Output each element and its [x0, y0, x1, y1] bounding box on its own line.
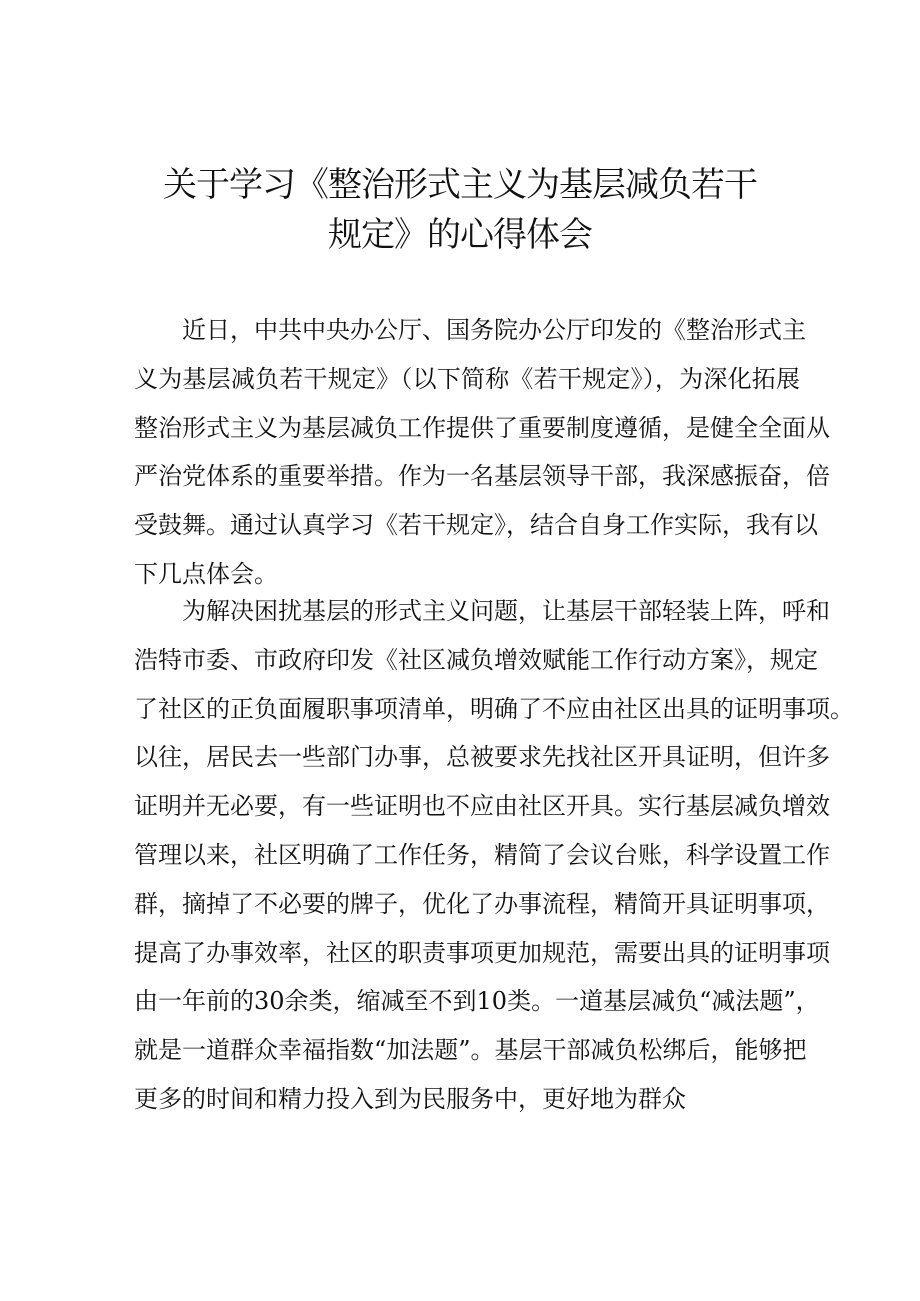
text-line: 以往，居民去一些部门办事，总被要求先找社区开具证明，但许多	[134, 743, 830, 772]
text-line: 由一年前的30余类，缩减至不到10类。一道基层减负“减法题”，	[134, 987, 820, 1016]
title-line: 关于学习《整治形式主义为基层减负若干	[163, 165, 757, 205]
text-line: 更多的时间和精力投入到为民服务中，更好地为群众	[134, 1084, 686, 1113]
text-line: 为解决困扰基层的形式主义问题，让基层干部轻装上阵，呼和	[134, 597, 830, 625]
text-line: 整治形式主义为基层减负工作提供了重要制度遵循，是健全全面从	[134, 413, 830, 442]
text-line: 浩特市委、市政府印发《社区减负增效赋能工作行动方案》，规定	[134, 645, 818, 674]
paragraph-community	[134, 587, 854, 1124]
text-line: 严治党体系的重要举措。作为一名基层领导干部，我深感振奋，倍	[134, 462, 830, 491]
title-line: 规定》的心得体会	[328, 215, 592, 255]
document-title	[120, 160, 800, 260]
text-line: 义为基层减负若干规定》（以下简称《若干规定》），为深化拓展	[134, 364, 800, 393]
text-line: 群，摘掉了不必要的牌子，优化了办事流程，精简开具证明事项，	[134, 889, 830, 918]
text-line: 了社区的正负面履职事项清单，明确了不应由社区出具的证明事项。	[134, 694, 854, 723]
text-line: 就是一道群众幸福指数“加法题”。基层干部减负松绑后，能够把	[134, 1036, 807, 1065]
text-line: 受鼓舞。通过认真学习《若干规定》，结合自身工作实际，我有以	[134, 511, 818, 540]
text-line: 近日，中共中央办公厅、国务院办公厅印发的《整治形式主	[134, 316, 806, 344]
text-line: 下几点体会。	[134, 559, 278, 588]
paragraph-intro	[134, 306, 830, 599]
text-line: 证明并无必要，有一些证明也不应由社区开具。实行基层减负增效	[134, 792, 830, 821]
text-line: 提高了办事效率，社区的职责事项更加规范，需要出具的证明事项	[134, 938, 830, 967]
text-line: 管理以来，社区明确了工作任务，精简了会议台账，科学设置工作	[134, 840, 830, 869]
